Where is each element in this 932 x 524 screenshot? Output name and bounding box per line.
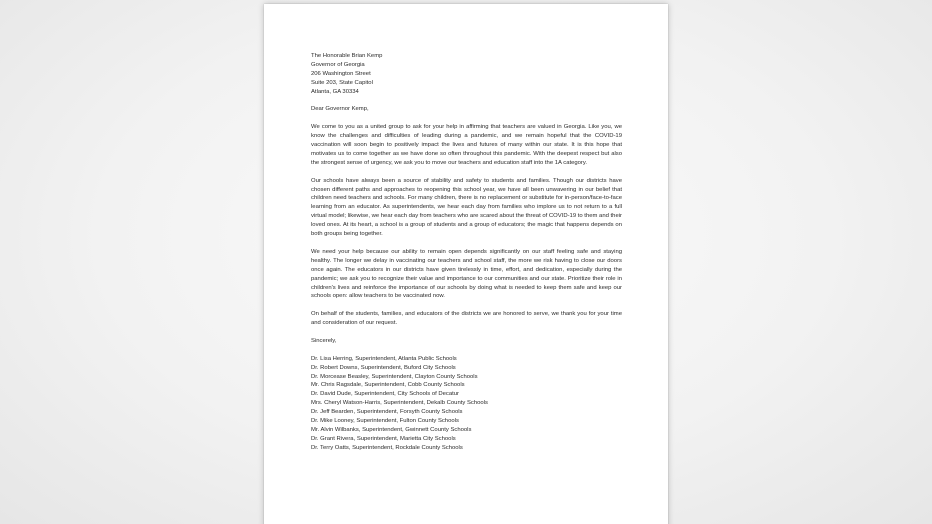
salutation: Dear Governor Kemp, [311,106,369,113]
signatory: Dr. Mike Looney, Superintendent, Fulton County Schools [311,418,459,425]
body-paragraph: On behalf of the students, families, and educators of the districts we are honored to serve, we thank you for your time and consideration of our request. [311,311,622,327]
signatory: Dr. Robert Downs, Superintendent, Buford City Schools [311,364,456,371]
closing: Sincerely, [311,337,337,344]
signatory: Dr. Grant Rivera, Superintendent, Marietta City Schools [311,435,456,442]
signatory: Dr. Lisa Herring, Superintendent, Atlanta Public Schools [311,355,457,362]
signatory-list [311,355,622,453]
recipient-address [311,52,622,97]
address-line: The Honorable Brian Kemp [311,53,383,59]
body-paragraph: We come to you as a united group to ask for your help in affirming that teachers are valued in Georgia. Like you, we know the challenges and difficulties of leading during a pandemic, and we remain hopeful that the COVID-19 vaccination will soon begin to positively impact the lives and futures of many within our state. It is this hope that motivates us to come together as we have done so often throughout this pandemic. With the deepest respect but also the strongest sense of urgency, we ask you to move our teachers and education staff into the 1A category. [311,124,622,166]
signatory: Mr. Chris Ragsdale, Superintendent, Cobb County Schools [311,382,465,389]
signatory: Dr. Terry Oatts, Superintendent, Rockdale County Schools [311,444,463,451]
signatory: Mrs. Cheryl Watson-Harris, Superintendent, Dekalb County Schools [311,400,488,407]
signatory: Dr. David Dude, Superintendent, City Schools of Decatur [311,391,459,398]
signatory: Dr. Jeff Bearden, Superintendent, Forsyth County Schools [311,409,463,416]
body-paragraph: Our schools have always been a source of stability and safety to students and families. Though our districts have chosen different paths and approaches to reopening this school year, we have all been unwavering in our belief that children need teachers and schools. For many children, there is no replacement or substitute for in-person/face-to-face learning from an educator. As superintendents, we hear each day from families who implore us to not return to a full virtual model; likewise, we hear each day from teachers who are scared about the threat of COVID-19 to them and their loved ones. At its heart, a school is a group of students and a group of educators; the magic that happens depends on both groups being together. [311,177,622,238]
address-line: 206 Washington Street [311,70,371,77]
signatory: Mr. Alvin Wilbanks, Superintendent, Gwinnett County Schools [311,426,472,433]
body-paragraph: We need your help because our ability to remain open depends significantly on our staff feeling safe and staying healthy. The longer we delay in vaccinating our teachers and school staff, the more we risk having to close our doors once again. The educators in our districts have given tirelessly in time, effort, and dedication, especially during the pandemic; we ask you to recognize their value and importance to our communities and our state. Prioritize their role in children's lives and reinforce the importance of our schools by doing what is needed to keep them safe and keep our schools open: allow teachers to be vaccinated now. [311,248,622,300]
address-line: Atlanta, GA 30334 [311,88,359,95]
address-line: Suite 203, State Capitol [311,79,373,86]
address-line: Governor of Georgia [311,61,365,68]
letter-page [264,4,668,524]
signatory: Dr. Morcease Beasley, Superintendent, Clayton County Schools [311,373,478,380]
